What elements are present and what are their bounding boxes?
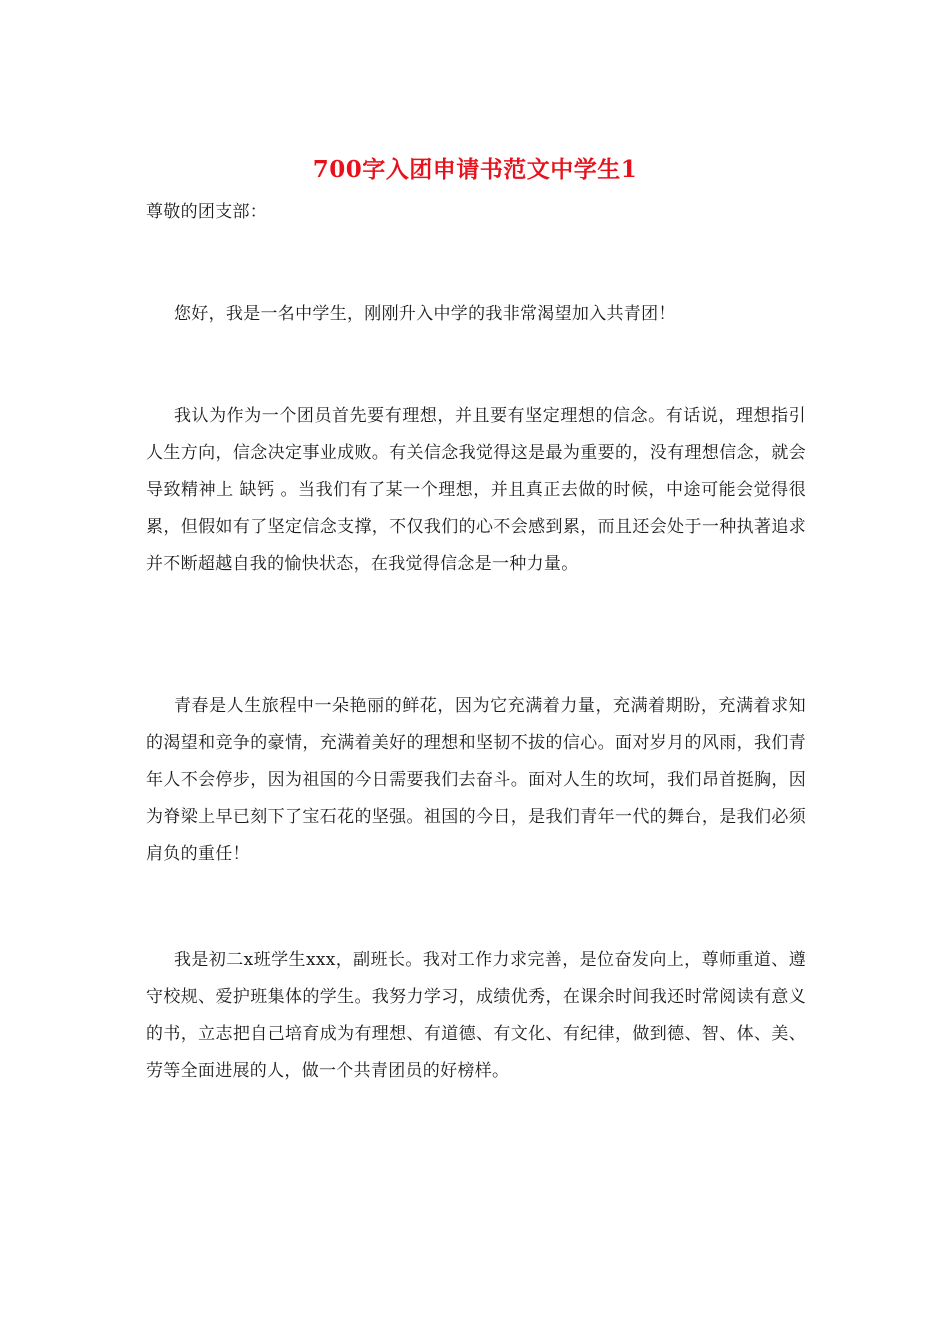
paragraph-greeting: 您好，我是一名中学生，刚刚升入中学的我非常渴望加入共青团！ xyxy=(174,304,676,324)
document-title: 700字入团申请书范文中学生1 xyxy=(312,156,638,183)
paragraph-ideals: 我认为作为一个团员首先要有理想，并且要有坚定理想的信念。有话说，理想指引人生方向，信念决定事业成败。有关信念我觉得这是最为重要的，没有理想信念，就会导致精神上 缺钙 。当我们有了某一个理想，并且真正去做的时候，中途可能会觉得很累，但假如有了坚定信念支撑，不仅我们的心不会感到累，而且还会处于一种执著追求并不断超越自我的愉快状态，在我觉得信念是一种力量。 xyxy=(146,406,806,574)
paragraph-self-introduction: 我是初二x班学生xxx，副班长。我对工作力求完善，是位奋发向上，尊师重道、遵守校规、爱护班集体的学生。我努力学习，成绩优秀，在课余时间我还时常阅读有意义的书，立志把自己培育成为有理想、有道德、有文化、有纪律，做到德、智、体、美、劳等全面进展的人，做一个共青团员的好榜样。 xyxy=(146,950,806,1081)
salutation: 尊敬的团支部： xyxy=(146,202,268,222)
paragraph-youth: 青春是人生旅程中一朵艳丽的鲜花，因为它充满着力量，充满着期盼，充满着求知的渴望和竞争的豪情，充满着美好的理想和坚韧不拔的信心。面对岁月的风雨，我们青年人不会停步，因为祖国的今日需要我们去奋斗。面对人生的坎坷，我们昂首挺胸，因为脊梁上早已刻下了宝石花的坚强。祖国的今日，是我们青年一代的舞台，是我们必须肩负的重任！ xyxy=(146,696,806,864)
